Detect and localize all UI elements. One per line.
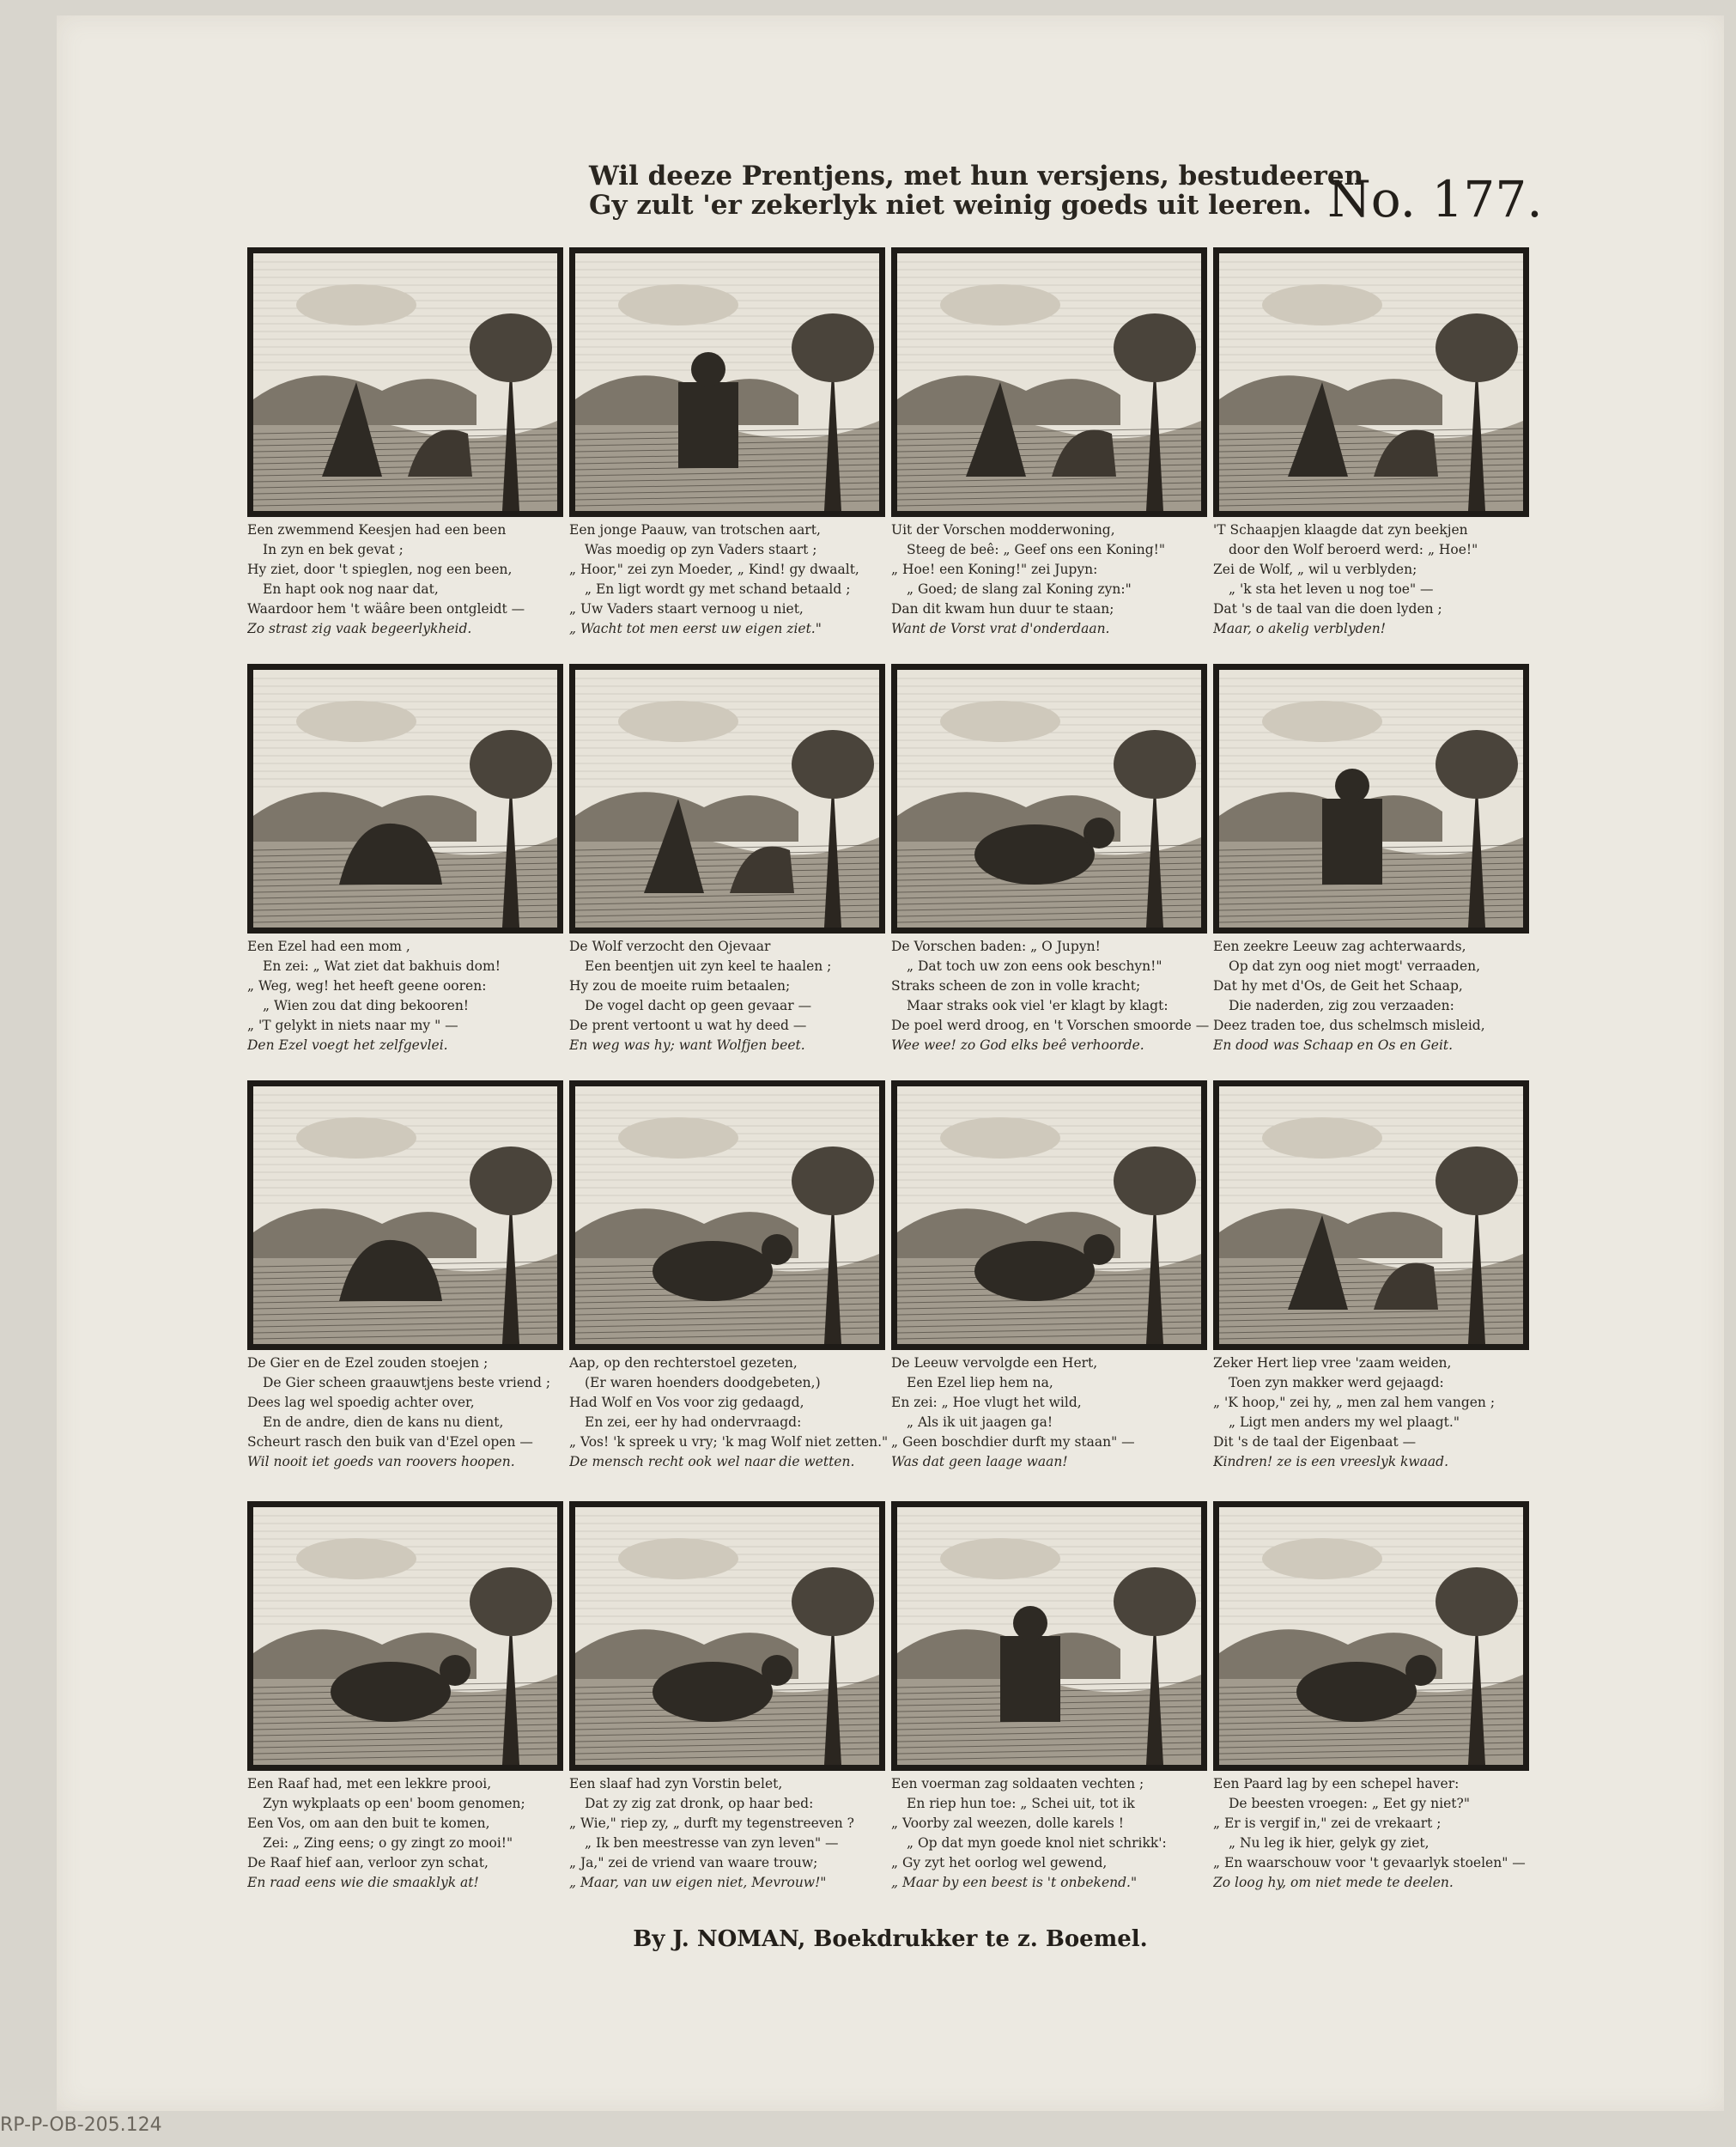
verse-line: Een beentjen uit zyn keel te haalen ; [585,958,832,974]
verse-line: „ En ligt wordt gy met schand betaald ; [585,581,851,597]
verse-line: Dees lag wel spoedig achter over, [247,1395,475,1410]
verse-line: Zei de Wolf, „ wil u verblyden; [1213,562,1417,577]
verse-line: De poel werd droog, en 't Vorschen smoorde — [891,1018,1210,1033]
verse-line: „ Er is vergif in," zei de vrekaart ; [1213,1816,1442,1831]
verse-line: „ Op dat myn goede knol niet schrikk': [907,1835,1167,1851]
verse-line: En dood was Schaap en Os en Geit. [1213,1037,1454,1053]
verse-line: Aap, op den rechterstoel gezeten, [569,1355,798,1371]
verse [1213,1774,1533,1893]
verse [891,937,1211,1055]
verse-line: Zei: „ Zing eens; o gy zingt zo mooi!" [263,1835,513,1851]
verse [247,937,567,1055]
verse-line: „ Ik ben meestresse van zyn leven" — [585,1835,839,1851]
woodcut-frogs-king [891,247,1207,517]
woodcut-stag-horse [1213,1080,1529,1350]
verse-line: „ Ligt men anders my wel plaagt." [1229,1414,1460,1430]
verse-line: En de andre, dien de kans nu dient, [263,1414,504,1430]
verse [247,520,567,639]
woodcut-lion-ox [1213,664,1529,934]
verse-line: (Er waren hoenders doodgebeten,) [585,1375,821,1390]
verse-line: „ Voorby zal weezen, dolle karels ! [891,1816,1125,1831]
verse-line: Was moedig op zyn Vaders staart ; [585,542,817,557]
verse-line: Een zwemmend Keesjen had een been [247,522,507,538]
woodcut-wolf-sheep [1213,247,1529,517]
verse-line: „ Weg, weg! het heeft geene ooren: [247,978,487,994]
verse-line: „ Nu leg ik hier, gelyk gy ziet, [1229,1835,1429,1851]
verse-line: „ Als ik uit jaagen ga! [907,1414,1053,1430]
woodcut-landscape-pond [247,247,563,517]
verse-line: „ Ja," zei de vriend van waare trouw; [569,1855,818,1870]
verse-line: Wil nooit iet goeds van roovers hoopen. [247,1454,515,1469]
verse [891,1774,1211,1893]
woodcut-frogs-sun [891,664,1207,934]
broadsheet [57,15,1724,2111]
verse-line: Dat 's de taal van die doen lyden ; [1213,601,1442,617]
verse-line: Steeg de beê: „ Geef ons een Koning!" [907,542,1165,557]
verse-line: Straks scheen de zon in volle kracht; [891,978,1141,994]
verse-line: Kindren! ze is een vreeslyk kwaad. [1213,1454,1449,1469]
verse-line: Toen zyn makker werd gejaagd: [1229,1375,1444,1390]
verse-line: „ Vos! 'k spreek u vry; 'k mag Wolf niet zetten." [569,1434,889,1450]
sheet-number: No. 177. [1327,170,1543,228]
verse-line: Want de Vorst vrat d'onderdaan. [891,621,1110,636]
verse [1213,937,1533,1055]
verse [569,1774,889,1893]
verse-line: Was dat geen laage waan! [891,1454,1068,1469]
verse [247,1353,567,1472]
woodcut-ape-judge [569,1080,885,1350]
verse-line: Dan dit kwam hun duur te staan; [891,601,1114,617]
verse-line: Zyn wykplaats op een' boom genomen; [263,1796,525,1811]
verse-line: Een Ezel had een mom , [247,939,410,954]
verse-line: Dat zy zig zat dronk, op haar bed: [585,1796,814,1811]
verse-line: Uit der Vorschen modderwoning, [891,522,1115,538]
verse-line: Hy zou de moeite ruim betaalen; [569,978,791,994]
verse-line: Dat hy met d'Os, de Geit het Schaap, [1213,978,1463,994]
verse-line: Een slaaf had zyn Vorstin belet, [569,1776,783,1791]
verse-line: Een voerman zag soldaaten vechten ; [891,1776,1144,1791]
woodcut-carter-soldiers [891,1501,1207,1771]
verse-line: En weg was hy; want Wolfjen beet. [569,1037,805,1053]
verse-line: Die naderden, zig zou verzaaden: [1229,998,1454,1013]
sheet-title [589,161,1364,221]
verse [569,1353,889,1472]
woodcut-raven-fox [247,1501,563,1771]
woodcut-wolf-crane [569,664,885,934]
verse-line: Zo loog hy, om niet mede te deelen. [1213,1875,1454,1890]
verse [891,1353,1211,1472]
verse-line: Maar straks ook viel 'er klagt by klagt: [907,998,1168,1013]
verse-line: Dit 's de taal der Eigenbaat — [1213,1434,1417,1450]
verse-line: Een Raaf had, met een lekkre prooi, [247,1776,492,1791]
verse-line: En raad eens wie die smaaklyk at! [247,1875,479,1890]
verse-line: „ Dat toch uw zon eens ook beschyn!" [907,958,1162,974]
verse-line: De Wolf verzocht den Ojevaar [569,939,771,954]
verse-line: „ Wien zou dat ding bekooren! [263,998,470,1013]
woodcut-grid [247,247,1604,1905]
verse-line: De Raaf hief aan, verloor zyn schat, [247,1855,489,1870]
verse-line: En zei, eer hy had ondervraagd: [585,1414,802,1430]
verse-line: De vogel dacht op geen gevaar — [585,998,812,1013]
woodcut-fox-mask [247,664,563,934]
title-line-2: Gy zult 'er zekerlyk niet weinig goeds uit leeren. [589,190,1312,221]
verse-line: „ Wie," riep zy, „ durft my tegenstreeven ? [569,1816,854,1831]
verse-line: De Leeuw vervolgde een Hert, [891,1355,1098,1371]
verse-line: Waardoor hem 't wäâre been ontgleidt — [247,601,525,617]
verse [247,1774,567,1893]
verse-line: „ 'T gelykt in niets naar my " — [247,1018,458,1033]
verse-line: „ Wacht tot men eerst uw eigen ziet." [569,621,822,636]
verse-line: „ Maar, van uw eigen niet, Mevrouw!" [569,1875,827,1890]
verse-line: Een jonge Paauw, van trotschen aart, [569,522,821,538]
verse-line: „ En waarschouw voor 't gevaarlyk stoelen" — [1213,1855,1526,1870]
verse-line: „ Gy zyt het oorlog wel gewend, [891,1855,1108,1870]
woodcut-queen-bed [569,1501,885,1771]
woodcut-vultures [247,1080,563,1350]
woodcut-lion-hunt [891,1080,1207,1350]
verse-line: „ 'k sta het leven u nog toe" — [1229,581,1434,597]
verse-line: En zei: „ Wat ziet dat bakhuis dom! [263,958,501,974]
verse-line: En zei: „ Hoe vlugt het wild, [891,1395,1082,1410]
verse-line: „ Geen boschdier durft my staan" — [891,1434,1135,1450]
title-line-1: Wil deeze Prentjens, met hun versjens, bestudeeren [589,161,1364,192]
verse-line: Maar, o akelig verblyden! [1213,621,1387,636]
woodcut-horse-hay [1213,1501,1529,1771]
verse-line: De beesten vroegen: „ Eet gy niet?" [1229,1796,1470,1811]
verse-line: door den Wolf beroerd werd: „ Hoe!" [1229,542,1478,557]
verse-line: Had Wolf en Vos voor zig gedaagd, [569,1395,804,1410]
verse-line: De mensch recht ook wel naar die wetten. [569,1454,855,1469]
verse-line: De Gier en de Ezel zouden stoejen ; [247,1355,489,1371]
verse [569,937,889,1055]
verse-line: In zyn en bek gevat ; [263,542,404,557]
verse-line: Scheurt rasch den buik van d'Ezel open — [247,1434,533,1450]
verse [1213,1353,1533,1472]
verse-line: „ Maar by een beest is 't onbekend." [891,1875,1138,1890]
verse-line: „ Goed; de slang zal Koning zyn:" [907,581,1132,597]
woodcut-peacock [569,247,885,517]
verse-line: Een Ezel liep hem na, [907,1375,1053,1390]
verse-line: Op dat zyn oog niet mogt' verraaden, [1229,958,1481,974]
verse-line: De Vorschen baden: „ O Jupyn! [891,939,1101,954]
verse [1213,520,1533,639]
verse-line: Zo strast zig vaak begeerlykheid. [247,621,472,636]
verse-line: Een Vos, om aan den buit te komen, [247,1816,490,1831]
verse-line: „ Hoor," zei zyn Moeder, „ Kind! gy dwaalt, [569,562,859,577]
verse-line: „ 'K hoop," zei hy, „ men zal hem vangen ; [1213,1395,1496,1410]
verse-line: 'T Schaapjen klaagde dat zyn beekjen [1213,522,1468,538]
verse [891,520,1211,639]
verse-line: Een Paard lag by een schepel haver: [1213,1776,1460,1791]
verse-line: En riep hun toe: „ Schei uit, tot ik [907,1796,1135,1811]
verse-line: Den Ezel voegt het zelfgevlei. [247,1037,448,1053]
verse [569,520,889,639]
verse-line: En hapt ook nog naar dat, [263,581,439,597]
verse-line: „ Hoe! een Koning!" zei Jupyn: [891,562,1098,577]
catalog-mark: RP-P-OB-205.124 [0,2114,162,2136]
verse-line: Zeker Hert liep vree 'zaam weiden, [1213,1355,1452,1371]
verse-line: De prent vertoont u wat hy deed — [569,1018,807,1033]
verse-line: Hy ziet, door 't spieglen, nog een been, [247,562,513,577]
printer-imprint: By J. NOMAN, Boekdrukker te z. Boemel. [633,1926,1148,1952]
verse-line: Wee wee! zo God elks beê verhoorde. [891,1037,1144,1053]
verse-line: Een zeekre Leeuw zag achterwaards, [1213,939,1466,954]
verse-line: Deez traden toe, dus schelmsch misleid, [1213,1018,1485,1033]
verse-line: De Gier scheen graauwtjens beste vriend ; [263,1375,551,1390]
verse-line: „ Uw Vaders staart vernoog u niet, [569,601,804,617]
